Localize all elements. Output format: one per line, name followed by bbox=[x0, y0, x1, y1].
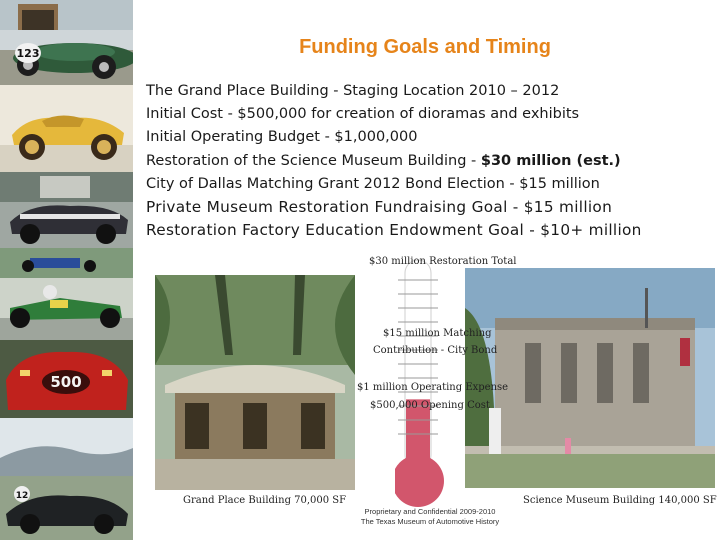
grand-place-caption: Grand Place Building 70,000 SF bbox=[183, 495, 347, 506]
funding-line: City of Dallas Matching Grant 2012 Bond Election - $15 million bbox=[146, 175, 600, 192]
yellow-roadster-photo bbox=[0, 85, 133, 172]
thermometer-label-operating: $1 million Operating Expense bbox=[357, 382, 509, 393]
green-race-car-photo bbox=[0, 0, 133, 85]
science-museum-building-photo bbox=[465, 268, 715, 488]
funding-line: Initial Operating Budget - $1,000,000 bbox=[146, 129, 418, 146]
thermometer-label-matching-sub: Contribution - City Bond bbox=[373, 345, 498, 356]
thermometer-label-opening: $500,000 Opening Cost bbox=[370, 400, 490, 411]
funding-line: Restoration Factory Education Endowment Goal - $10+ million bbox=[146, 221, 642, 240]
footer-organization: The Texas Museum of Automotive History bbox=[360, 517, 500, 526]
slide-title: Funding Goals and Timing bbox=[299, 36, 551, 58]
funding-list bbox=[146, 80, 716, 242]
cobra-roadster-photo bbox=[0, 172, 133, 248]
black-race-car-photo bbox=[0, 418, 133, 540]
car-number-badge: 12 bbox=[15, 491, 29, 501]
svg-text:500: 500 bbox=[50, 373, 82, 391]
funding-line: Initial Cost - $500,000 for creation of dioramas and exhibits bbox=[146, 106, 580, 123]
car-number-badge: 123 bbox=[16, 47, 40, 60]
thermometer-label-matching: $15 million Matching bbox=[383, 328, 492, 339]
footer-confidential: Proprietary and Confidential 2009-2010 bbox=[364, 507, 496, 516]
funding-amount: $30 million (est.) bbox=[480, 152, 621, 169]
car-photo-strip bbox=[0, 0, 133, 540]
thermometer-bulb bbox=[395, 455, 444, 507]
funding-line: Private Museum Restoration Fundraising Goal - $15 million bbox=[146, 198, 613, 217]
red-race-car-photo bbox=[0, 340, 133, 418]
funding-line-text: Restoration of the Science Museum Building - bbox=[146, 152, 481, 169]
funding-line bbox=[146, 150, 716, 173]
funding-line: The Grand Place Building - Staging Location 2010 – 2012 bbox=[146, 83, 560, 99]
science-museum-caption: Science Museum Building 140,000 SF bbox=[523, 495, 717, 506]
footer bbox=[330, 507, 530, 527]
thermometer-label-total: $30 million Restoration Total bbox=[369, 256, 517, 267]
grand-place-building-photo bbox=[155, 275, 355, 490]
formula-cars-photo bbox=[0, 248, 133, 340]
